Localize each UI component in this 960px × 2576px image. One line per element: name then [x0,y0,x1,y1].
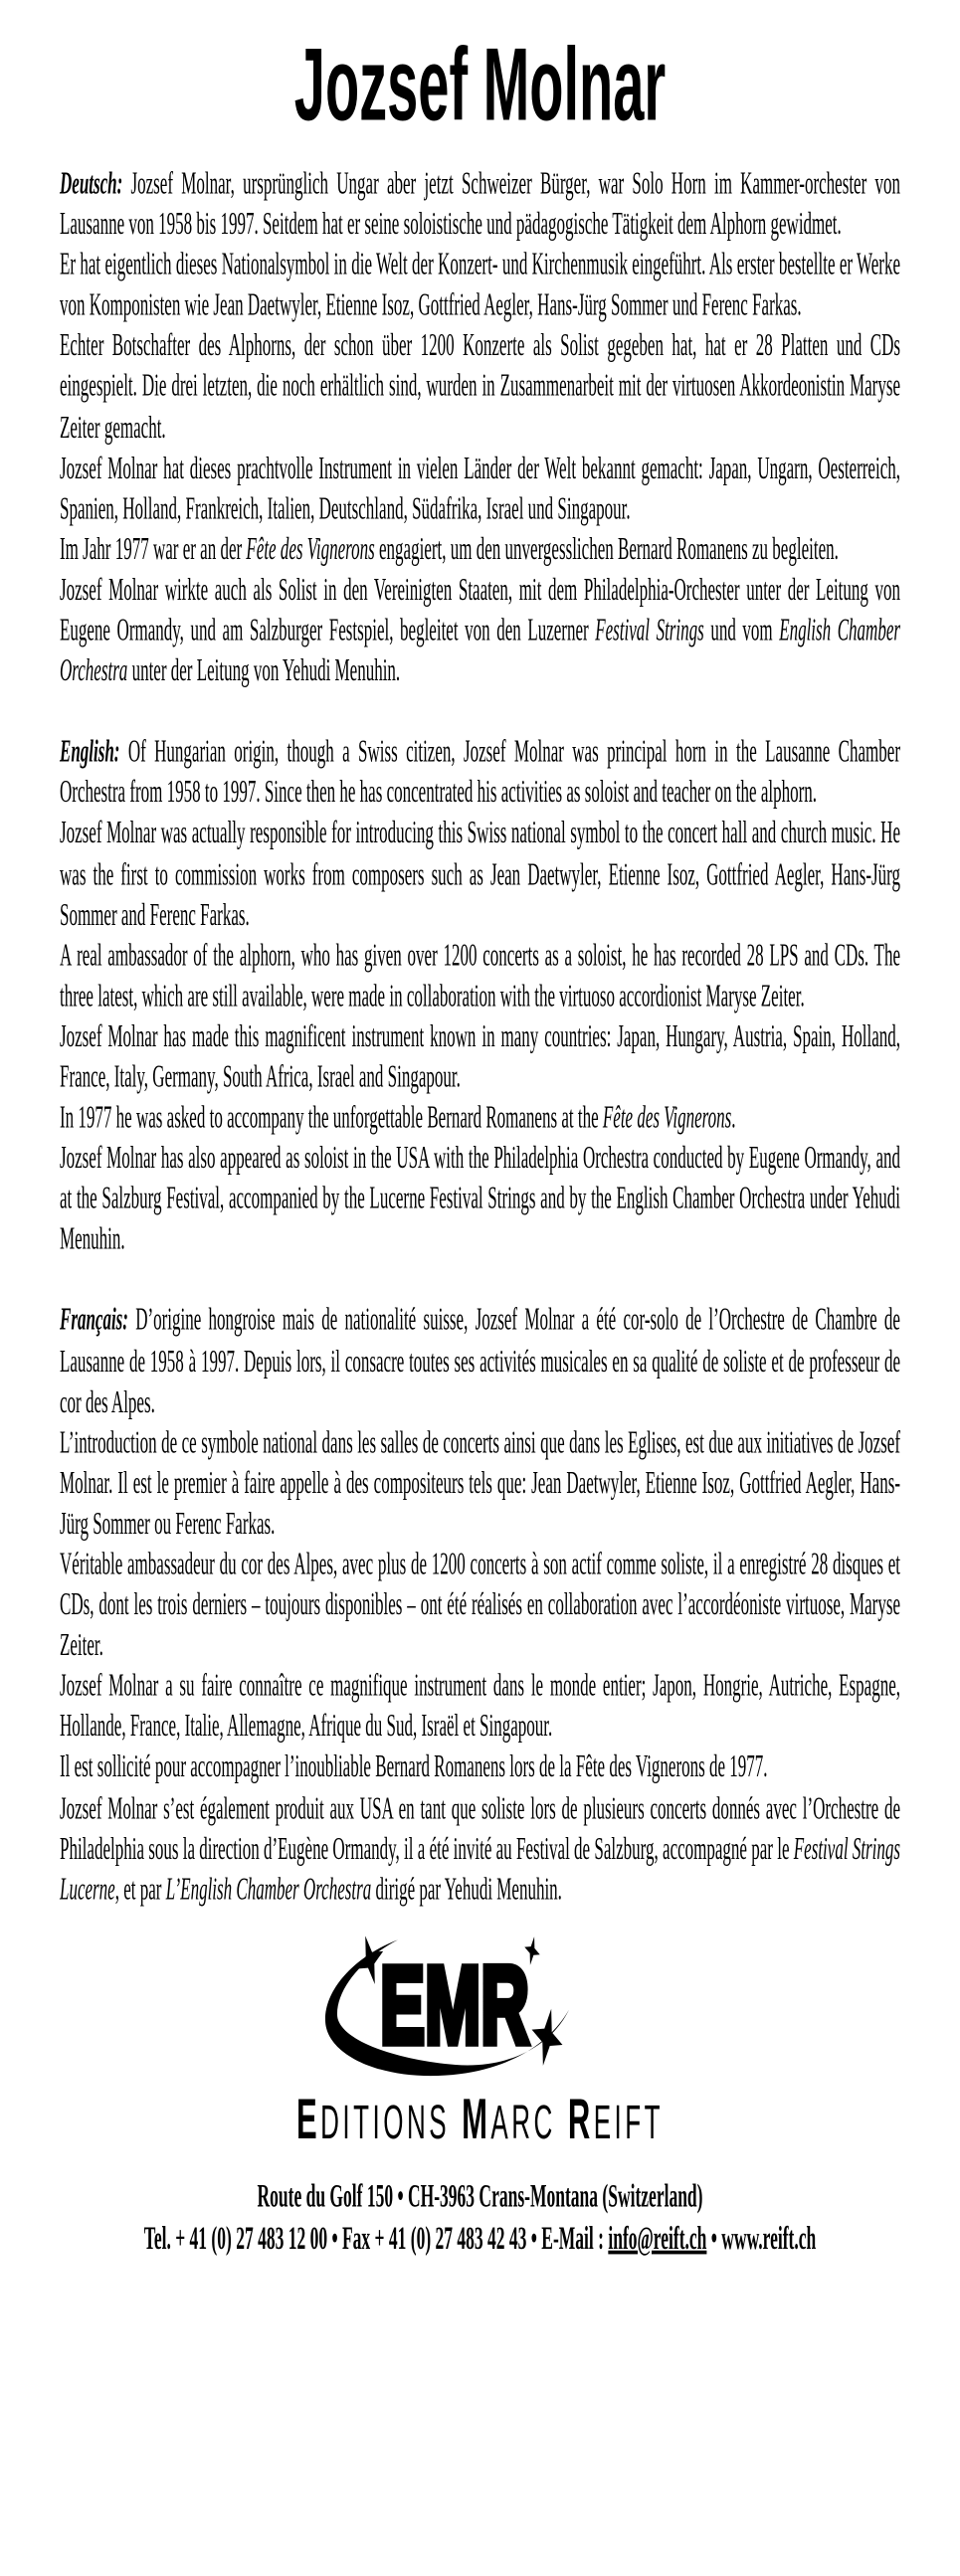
bio-paragraph: Im Jahr 1977 war er an der Fête des Vignerons engagiert, um den unvergesslichen Bernard Romanens zu begleiten. [60,531,839,567]
bio-paragraph: L’introduction de ce symbole national dans les salles de concerts ainsi que dans les Eglises, est due aux initiatives de Jozsef Molnar. Il est le premier à faire appelle à des compositeurs tels que: Jean Daetwyler, Etienne Isoz, Gottfried Aegler, Hans-Jürg Sommer ou Ferenc Farkas. [60,1424,900,1542]
email-link[interactable]: info@reift.ch [608,2219,707,2256]
bio-section-deutsch [60,164,900,692]
bio-paragraph: A real ambassador of the alphorn, who has given over 1200 concerts as a soloist, he has recorded 28 LPS and CDs. The three latest, which are still available, were made in collaboration with the virtuoso accordionist Maryse Zeiter. [60,937,900,1013]
bio-paragraph: Jozsef Molnar hat dieses prachtvolle Instrument in vielen Länder der Welt bekannt gemacht: Japan, Ungarn, Oesterreich, Spanien, Holland, Frankreich, Italien, Deutschland, Südafrika, Israel und Singapour. [60,450,900,526]
bio-paragraph: English: Of Hungarian origin, though a Swiss citizen, Jozsef Molnar was principal horn in the Lausanne Chamber Orchestra from 1958 to 1997. Since then he has concentrated his activities as soloist and teacher on the alphorn. [60,734,900,811]
page-title: Jozsef Molnar [293,26,667,142]
contact-line [0,2217,960,2260]
emr-monogram: EMR [380,1941,529,2067]
bio-paragraph: Deutsch: Jozsef Molnar, ursprünglich Ungar aber jetzt Schweizer Bürger, war Solo Horn im Kammer-orchester von Lausanne von 1958 bis 1997. Seitdem hat er seine soloistische und pädagogische Tätigkeit dem Alphorn gewidmet. [60,165,900,242]
language-label: Français: [60,1302,136,1338]
bio-paragraph: Jozsef Molnar wirkte auch als Solist in den Vereinigten Staaten, mit dem Philadelphia-Orchester unter der Leitung von Eugene Ormandy, und am Salzburger Festspiel, begleitet von den Luzerner Festival Strings und vom English Chamber Orchestra unter der Leitung von Yehudi Menuhin. [60,572,900,688]
bio-paragraph: Il est sollicité pour accompagner l’inoubliable Bernard Romanens lors de la Fête des Vignerons de 1977. [60,1748,768,1785]
bio-paragraph: Jozsef Molnar a su faire connaître ce magnifique instrument dans le monde entier; Japon, Hongrie, Autriche, Espagne, Hollande, France, Italie, Allemagne, Afrique du Sud, Israël et Singapour. [60,1668,900,1745]
language-label: Deutsch: [60,165,131,201]
publisher-wordmark [0,2087,960,2164]
bio-paragraph: Jozsef Molnar s’est également produit aux USA en tant que soliste lors de plusieurs concerts donnés avec l’Orchestre de Philadelphia sous la direction d’Eugène Ormandy, il a été invité au Festival de Salzburg, accompagné par le Festival Strings Lucerne, et par L’English Chamber Orchestra dirigé par Yehudi Menuhin. [60,1789,900,1907]
document-page [0,28,960,2576]
wordmark-word: EDITIONS [295,2086,451,2151]
bio-paragraph: Jozsef Molnar was actually responsible for introducing this Swiss national symbol to the concert hall and church music. He was the first to commission works from composers such as Jean Daetwyler, Etienne Isoz, Gottfried Aegler, Hans-Jürg Sommer and Ferenc Farkas. [60,815,900,932]
bio-paragraph: Echter Botschafter des Alphorns, der schon über 1200 Konzerte als Solist gegeben hat, hat er 28 Platten und CDs eingespielt. Die drei letzten, die noch erhältlich sind, wurden in Zusammenarbeit mit der virtuosen Akkordeonistin Maryse Zeiter gemacht. [60,327,900,445]
bio-paragraph: Er hat eigentlich dieses Nationalsymbol in die Welt der Konzert- und Kirchenmusik eingeführt. Als erster bestellte er Werke von Komponisten wie Jean Daetwyler, Etienne Isoz, Gottfried Aegler, Hans-Jürg Sommer und Ferenc Farkas. [60,247,900,323]
bio-paragraph: Jozsef Molnar has made this magnificent instrument known in many countries: Japan, Hungary, Austria, Spain, Holland, France, Italy, Germany, South Africa, Israel and Singapour. [60,1018,900,1095]
language-label: English: [60,734,128,770]
website-text: www.reift.ch [721,2219,817,2256]
star-icon [527,2001,566,2073]
bio-section-francais [60,1301,900,1911]
emr-logo-mark [320,1935,574,2083]
bio-section-english [60,732,900,1260]
address-line: Route du Golf 150 • CH-3963 Crans-Montana (Switzerland) [257,2176,703,2214]
bio-paragraph: Véritable ambassadeur du cor des Alpes, avec plus de 1200 concerts à son actif comme soliste, il a enregistré 28 disques et CDs, dont les trois derniers – toujours disponibles – ont été réalisés en collaboration avec l’accordéoniste virtuose, Maryse Zeiter. [60,1546,900,1663]
bio-paragraph: In 1977 he was asked to accompany the unforgettable Bernard Romanens at the Fête des Vignerons. [60,1099,736,1135]
wordmark-word: REIFT [567,2086,665,2151]
phone-fax-text: Tel. + 41 (0) 27 483 12 00 • Fax + 41 (0) 27 483 42 43 • E-Mail : [143,2219,609,2256]
bio-paragraph: Jozsef Molnar has also appeared as soloist in the USA with the Philadelphia Orchestra conducted by Eugene Ormandy, and at the Salzburg Festival, accompanied by the Lucerne Festival Strings and by the English Chamber Orchestra under Yehudi Menuhin. [60,1140,900,1257]
publisher-footer [0,2175,960,2260]
biography-text [0,164,960,1911]
wordmark-word: MARC [462,2086,556,2151]
separator-text: • [706,2219,722,2256]
bio-paragraph: Français: D’origine hongroise mais de nationalité suisse, Jozsef Molnar a été cor-solo de l’Orchestre de Chambre de Lausanne de 1958 à 1997. Depuis lors, il consacre toutes ses activités musicales en sa qualité de soliste et de professeur de cor des Alpes. [60,1302,900,1419]
emr-logo [0,1935,960,2163]
